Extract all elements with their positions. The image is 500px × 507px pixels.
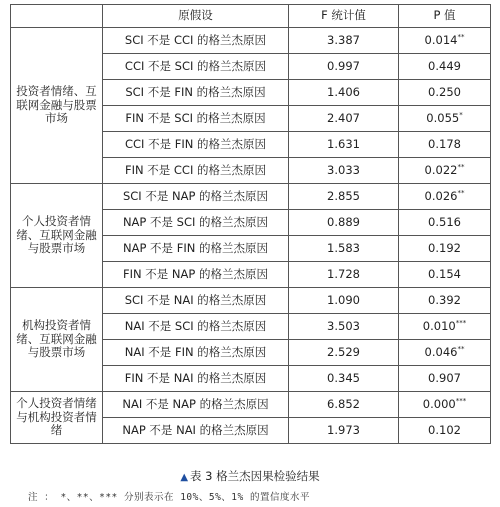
hypothesis-cell: NAP 不是 SCI 的格兰杰原因 — [103, 210, 289, 236]
hypothesis-cell: SCI 不是 NAP 的格兰杰原因 — [103, 184, 289, 210]
p-value: 0.250 — [428, 84, 461, 99]
p-value-cell — [399, 366, 491, 392]
group-label: 机构投资者情绪、互联网金融与股票市场 — [11, 288, 103, 392]
p-value-cell — [399, 54, 491, 80]
p-value-cell — [399, 210, 491, 236]
group-label: 投资者情绪、互联网金融与股票市场 — [11, 28, 103, 184]
p-value-cell — [399, 28, 491, 54]
hypothesis-cell: NAI 不是 NAP 的格兰杰原因 — [103, 392, 289, 418]
f-statistic-cell: 1.406 — [289, 80, 399, 106]
p-value: 0.192 — [428, 240, 461, 255]
significance-marker: ** — [457, 344, 465, 353]
hypothesis-cell: FIN 不是 NAP 的格兰杰原因 — [103, 262, 289, 288]
significance-note: 注 ： *、**、*** 分别表示在 10%、5%、1% 的置信度水平 — [28, 492, 310, 503]
significance-marker: ** — [457, 162, 465, 171]
f-statistic-cell: 0.997 — [289, 54, 399, 80]
f-statistic-cell: 3.503 — [289, 314, 399, 340]
p-value: 0.516 — [428, 214, 461, 229]
table-caption — [0, 468, 500, 484]
f-statistic-cell: 1.090 — [289, 288, 399, 314]
p-value: 0.055 — [426, 110, 460, 125]
significance-marker: ** — [457, 32, 465, 41]
f-statistic-cell: 1.583 — [289, 236, 399, 262]
group-label: 个人投资者情绪与机构投资者情绪 — [11, 392, 103, 444]
p-value: 0.010 — [422, 318, 456, 333]
f-statistic-cell: 2.407 — [289, 106, 399, 132]
f-statistic-cell: 1.973 — [289, 418, 399, 444]
p-value: 0.026 — [424, 188, 458, 203]
table-row — [11, 392, 491, 418]
table-body — [11, 28, 491, 444]
f-statistic-cell: 0.345 — [289, 366, 399, 392]
hypothesis-cell: NAP 不是 FIN 的格兰杰原因 — [103, 236, 289, 262]
significance-marker: ** — [457, 188, 465, 197]
p-value: 0.022 — [424, 162, 458, 177]
hypothesis-cell: FIN 不是 CCI 的格兰杰原因 — [103, 158, 289, 184]
p-value-cell — [399, 340, 491, 366]
header-group — [11, 5, 103, 28]
hypothesis-cell: FIN 不是 NAI 的格兰杰原因 — [103, 366, 289, 392]
p-value: 0.907 — [428, 370, 461, 385]
p-value: 0.000 — [422, 396, 456, 411]
caption-text: 表 3 格兰杰因果检验结果 — [190, 469, 320, 483]
caption-triangle-icon: ▲ — [180, 472, 189, 483]
p-value-cell — [399, 106, 491, 132]
hypothesis-cell: NAP 不是 NAI 的格兰杰原因 — [103, 418, 289, 444]
header-hypothesis: 原假设 — [103, 5, 289, 28]
f-statistic-cell: 1.631 — [289, 132, 399, 158]
header-f-statistic: F 统计值 — [289, 5, 399, 28]
hypothesis-cell: CCI 不是 FIN 的格兰杰原因 — [103, 132, 289, 158]
p-value: 0.154 — [428, 266, 461, 281]
f-statistic-cell: 3.387 — [289, 28, 399, 54]
f-statistic-cell: 2.529 — [289, 340, 399, 366]
p-value-cell — [399, 236, 491, 262]
table-row — [11, 288, 491, 314]
f-statistic-cell: 3.033 — [289, 158, 399, 184]
hypothesis-cell: SCI 不是 FIN 的格兰杰原因 — [103, 80, 289, 106]
p-value-cell — [399, 158, 491, 184]
significance-marker: *** — [455, 396, 467, 405]
f-statistic-cell: 0.889 — [289, 210, 399, 236]
p-value-cell — [399, 184, 491, 210]
group-label: 个人投资者情绪、互联网金融与股票市场 — [11, 184, 103, 288]
hypothesis-cell: NAI 不是 FIN 的格兰杰原因 — [103, 340, 289, 366]
hypothesis-cell: NAI 不是 SCI 的格兰杰原因 — [103, 314, 289, 340]
p-value-cell — [399, 392, 491, 418]
p-value-cell — [399, 418, 491, 444]
table-header-row — [11, 5, 491, 28]
hypothesis-cell: CCI 不是 SCI 的格兰杰原因 — [103, 54, 289, 80]
table-row — [11, 184, 491, 210]
p-value: 0.102 — [428, 422, 461, 437]
p-value-cell — [399, 288, 491, 314]
p-value: 0.449 — [428, 58, 461, 73]
f-statistic-cell: 6.852 — [289, 392, 399, 418]
table-row — [11, 28, 491, 54]
f-statistic-cell: 2.855 — [289, 184, 399, 210]
significance-marker: *** — [455, 318, 467, 327]
p-value-cell — [399, 80, 491, 106]
hypothesis-cell: FIN 不是 SCI 的格兰杰原因 — [103, 106, 289, 132]
p-value-cell — [399, 314, 491, 340]
f-statistic-cell: 1.728 — [289, 262, 399, 288]
p-value-cell — [399, 262, 491, 288]
p-value: 0.392 — [428, 292, 461, 307]
p-value-cell — [399, 132, 491, 158]
hypothesis-cell: SCI 不是 CCI 的格兰杰原因 — [103, 28, 289, 54]
header-p-value: P 值 — [399, 5, 491, 28]
p-value: 0.178 — [428, 136, 461, 151]
significance-marker: * — [459, 110, 463, 119]
granger-results-table — [10, 4, 491, 444]
p-value: 0.046 — [424, 344, 458, 359]
hypothesis-cell: SCI 不是 NAI 的格兰杰原因 — [103, 288, 289, 314]
p-value: 0.014 — [424, 32, 458, 47]
